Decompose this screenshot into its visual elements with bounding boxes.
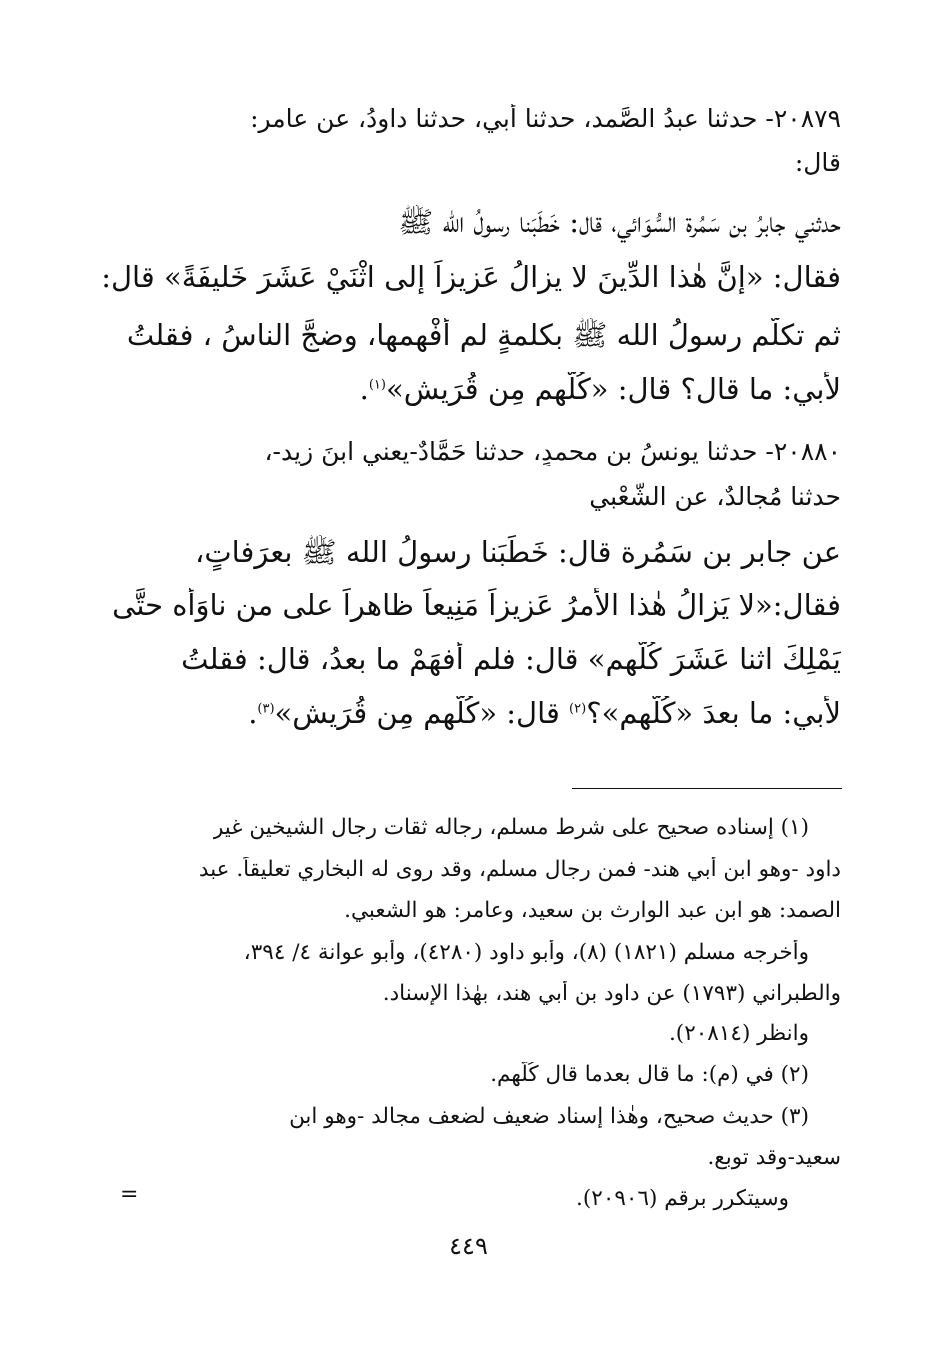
footnote-ref-3: (٣) xyxy=(257,701,275,717)
footnote-1-line-3: الصمد: هو ابن عبد الوارث بن سعيد، وعامر: هو الشعبي. xyxy=(344,898,841,923)
footnote-3-line-1: (٣) حديث صحيح، وهٰذا إسناد ضعيف لضعف مجالد -وهو ابن xyxy=(289,1104,809,1129)
period: . xyxy=(248,696,258,730)
footnote-3-line-2: سعيد-وقد توبع. xyxy=(707,1145,841,1170)
hadith-2879-matn-line-4 xyxy=(360,372,841,406)
footnote-1-line-4: وأخرجه مسلم (١٨٢١) (٨)، وأبو داود (٤٢٨٠)، وأبو عوانة ٤/ ٣٩٤، xyxy=(243,940,809,965)
hadith-2880-isnad-line-1: ٢٠٨٨٠- حدثنا يونسُ بن محمدٍ، حدثنا حَمَّادٌ-يعني ابنَ زيد-، xyxy=(264,437,841,466)
hadith-2879-matn-line-3: ثم تكلَّم رسولُ الله ﷺ بكلمةٍ لم أَفْهمها، وضجَّ الناسُ ، فقلتُ xyxy=(126,318,841,352)
hadith-2880-matn-line-2: فقال:«لا يَزالُ هٰذا الأمرُ عَزِيزاً مَنِيعاً ظاهراً على من ناوَأَه حتَّى xyxy=(112,588,841,622)
hadith-2880-isnad-line-2: حدثنا مُجالدٌ، عن الشَّعْبي xyxy=(589,482,841,511)
hadith-2879-matn-line-1: حدثني جابرُ بن سَمُرة السُّوَائي، قال: خَطَبَنا رسولُ الله ﷺ xyxy=(398,205,841,239)
page-number: ٤٤٩ xyxy=(449,1232,488,1260)
hadith-2879-matn-line-2: فقال: «إنَّ هٰذا الدِّينَ لا يزالُ عَزيزاً إلى اثْنَيْ عَشَرَ خَليفَةً» قال: xyxy=(101,260,841,294)
hadith-2879-isnad-line-1: ٢٠٨٧٩- حدثنا عبدُ الصَّمد، حدثنا أَبي، حدثنا داودُ، عن عامرٍ: xyxy=(250,104,841,133)
period: . xyxy=(359,372,369,406)
matn-text: لأبي: ما قال؟ قال: «كُلُّهم مِن قُرَيشٍ» xyxy=(385,372,841,406)
hadith-2880-matn-line-3: يَمْلِكَ اثنا عَشَرَ كُلُّهم» قال: فلم أَفهَمْ ما بعدُ، قال: فقلتُ xyxy=(181,642,841,676)
hadith-2880-matn-line-4 xyxy=(248,696,841,730)
footnote-separator xyxy=(572,788,842,789)
footnote-ref-2: (٢) xyxy=(569,701,587,717)
footnote-ref-1: (١) xyxy=(368,377,386,393)
matn-text-a: لأبي: ما بعدَ «كُلُّهم»؟ xyxy=(586,696,841,730)
continuation-mark: = xyxy=(120,1182,139,1207)
hadith-2880-matn-line-1: عن جابر بن سَمُرة قال: خَطَبَنا رسولُ الله ﷺ بعرَفاتٍ، xyxy=(194,535,841,569)
hadith-2879-isnad-line-2: قال: xyxy=(794,148,841,177)
footnote-1-line-5: والطبراني (١٧٩٣) عن داود بن أبي هند، بهٰذا الإسناد. xyxy=(382,981,841,1006)
footnote-2-line-1: (٢) في (م): ما قال بعدما قال كُلُّهم. xyxy=(490,1062,809,1087)
footnote-3-line-3: وسيتكرر برقم (٢٠٩٠٦). xyxy=(576,1186,789,1211)
footnote-1-line-1: (١) إسناده صحيح على شرط مسلم، رجاله ثقات رجال الشيخين غير xyxy=(212,815,809,840)
footnote-1-line-6: وانظر (٢٠٨١٤). xyxy=(668,1021,809,1046)
matn-text-b: قال: «كُلُّهم مِن قُرَيشٍ» xyxy=(274,696,570,730)
footnote-1-line-2: داود -وهو ابن أبي هند- فمن رجال مسلم، وقد روى له البخاري تعليقاً. عبد xyxy=(198,857,841,882)
